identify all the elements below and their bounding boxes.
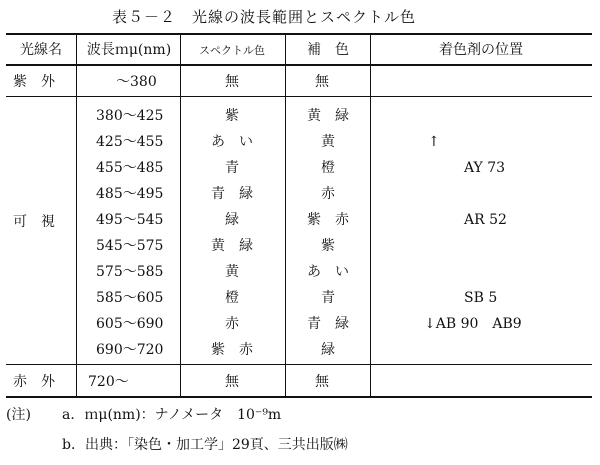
header-wavelength: 波長ｍμ(nm) — [86, 42, 172, 58]
note-label: (注) — [6, 407, 31, 423]
arrow-up-icon: ↑ — [428, 134, 440, 150]
wavelength-row-3: 455～485 — [96, 160, 164, 176]
ir-wavelength: 720～ — [88, 374, 129, 390]
colorant-ay: AY 73 — [464, 160, 506, 176]
spectral-row-4: 青 緑 — [211, 186, 253, 202]
note-b: b．出典：「染色・加工学」29頁、三共出版㈱ — [62, 437, 348, 453]
complement-row-5: 紫 赤 — [307, 212, 349, 228]
top-rule — [6, 33, 592, 35]
uv-spectral: 無 — [225, 74, 239, 90]
header-colorant-position: 着色剤の位置 — [439, 42, 523, 58]
complement-row-3: 橙 — [321, 160, 335, 176]
complement-row-6: 紫 — [321, 238, 335, 254]
ir-complement: 無 — [315, 374, 329, 390]
wavelength-row-10: 690～720 — [96, 342, 164, 358]
colorant-ab: ↓AB 90 AB9 — [424, 316, 522, 332]
spectral-row-5: 緑 — [225, 212, 239, 228]
spectral-row-2: あ い — [211, 134, 253, 150]
note-a: a．ｍμ(nm)：ナノメータ 10⁻⁹m — [62, 407, 282, 423]
header-complementary-color: 補 色 — [307, 42, 349, 58]
col-divider-1 — [76, 34, 77, 396]
complement-row-10: 緑 — [321, 342, 335, 358]
col-divider-3 — [285, 34, 286, 396]
spectral-row-1: 紫 — [225, 108, 239, 124]
wavelength-row-7: 575～585 — [96, 264, 164, 280]
header-spectral-color: スペクトル色 — [199, 44, 265, 57]
spectral-row-10: 紫 赤 — [211, 342, 253, 358]
header-rule — [6, 64, 592, 66]
wavelength-row-8: 585～605 — [96, 290, 164, 306]
visible-name: 可 視 — [13, 214, 55, 230]
col-divider-4 — [370, 34, 371, 396]
spectral-row-3: 青 — [225, 160, 239, 176]
wavelength-row-4: 485～495 — [96, 186, 164, 202]
wavelength-row-1: 380～425 — [96, 108, 164, 124]
bottom-rule — [6, 396, 592, 398]
spectral-row-6: 黄 緑 — [211, 238, 253, 254]
uv-wavelength: ～380 — [116, 74, 157, 90]
wavelength-row-5: 495～545 — [96, 212, 164, 228]
ir-spectral: 無 — [225, 374, 239, 390]
colorant-sb: SB 5 — [464, 290, 498, 306]
wavelength-row-6: 545～575 — [96, 238, 164, 254]
wavelength-row-2: 425～455 — [96, 134, 164, 150]
header-light-name: 光線名 — [20, 42, 62, 58]
col-divider-2 — [180, 34, 181, 396]
uv-rule — [6, 96, 592, 97]
spectral-row-8: 橙 — [225, 290, 239, 306]
colorant-ar: AR 52 — [464, 212, 507, 228]
complement-row-1: 黄 緑 — [307, 108, 349, 124]
spectral-row-7: 黄 — [225, 264, 239, 280]
complement-row-7: あ い — [307, 264, 349, 280]
table-title: 表５－２ 光線の波長範囲とスペクトル色 — [112, 8, 417, 26]
visible-rule — [6, 364, 592, 365]
complement-row-2: 黄 — [321, 134, 335, 150]
complement-row-9: 青 緑 — [307, 316, 349, 332]
wavelength-row-9: 605～690 — [96, 316, 164, 332]
complement-row-8: 青 — [321, 290, 335, 306]
uv-name: 紫 外 — [13, 74, 55, 90]
ir-name: 赤 外 — [13, 374, 55, 390]
complement-row-4: 赤 — [321, 186, 335, 202]
spectral-row-9: 赤 — [225, 316, 239, 332]
uv-complement: 無 — [315, 74, 329, 90]
